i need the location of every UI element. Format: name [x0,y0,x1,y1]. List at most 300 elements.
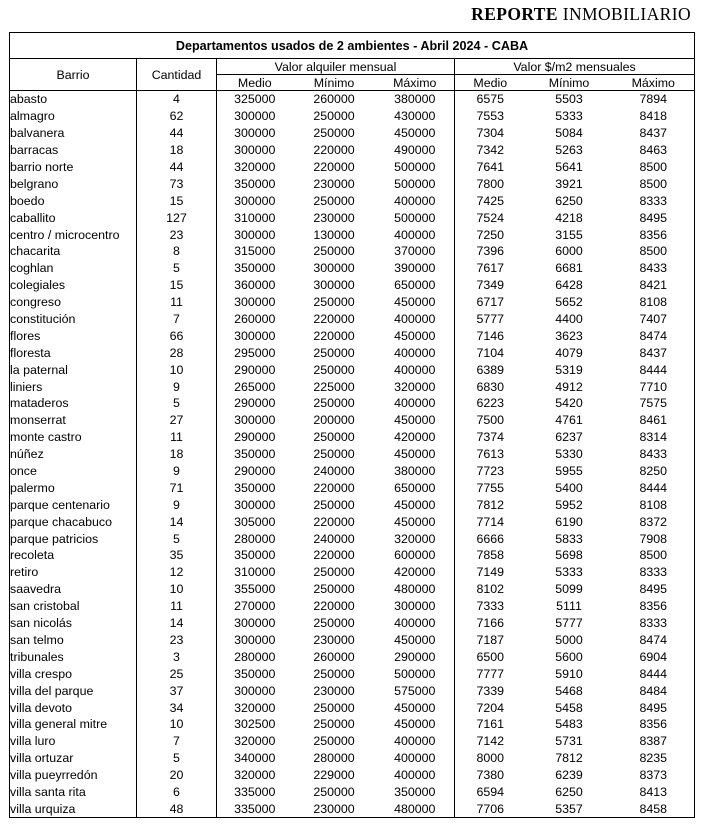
cell-m2-medio: 8000 [476,751,505,766]
cell-m2-medio: 6830 [476,379,505,394]
cell-m2-medio: 7342 [476,143,505,158]
cell-m2-maximo: 8495 [613,209,695,226]
cell-alquiler-minimo: 230000 [313,632,355,647]
cell-barrio: villa general mitre [10,716,137,733]
cell-m2-maximo: 8444 [613,479,695,496]
cell-cantidad: 127 [137,209,217,226]
cell-alquiler-medio: 350000 [234,480,276,495]
table-row [10,294,695,311]
cell-alquiler-maximo: 420000 [376,429,455,446]
cell-barrio: boedo [10,192,137,209]
table-row [10,412,695,429]
cell-cantidad: 12 [137,564,217,581]
cell-barrio: tribunales [10,648,137,665]
cell-alquiler-medio: 300000 [234,497,276,512]
cell-barrio: san nicolás [10,615,137,632]
cell-m2-minimo: 6000 [555,244,583,259]
cell-m2-medio: 7800 [476,176,505,191]
cell-m2-maximo: 8333 [613,615,695,632]
cell-cantidad: 11 [137,598,217,615]
cell-cantidad: 18 [137,446,217,463]
header-m2-maximo: Máximo [613,75,695,91]
cell-alquiler-maximo: 400000 [376,733,455,750]
table-row [10,429,695,446]
cell-m2-minimo: 5652 [555,295,583,310]
cell-alquiler-minimo: 250000 [313,447,355,462]
cell-alquiler-medio: 335000 [217,800,293,817]
cell-cantidad: 4 [137,91,217,108]
table-row [10,733,695,750]
cell-alquiler-medio: 325000 [234,92,276,107]
table-row [10,311,695,328]
table-row [10,581,695,598]
cell-alquiler-maximo: 450000 [376,327,455,344]
table-row [10,463,695,480]
cell-m2-maximo: 8484 [613,682,695,699]
cell-alquiler-medio: 335000 [234,784,276,799]
cell-alquiler-maximo: 450000 [376,632,455,649]
cell-m2-medio: 7714 [476,514,505,529]
cell-cantidad: 44 [137,159,217,176]
cell-alquiler-maximo: 500000 [376,159,455,176]
cell-alquiler-maximo: 500000 [376,175,455,192]
table-row [10,192,695,209]
cell-m2-minimo: 5777 [555,616,583,631]
cell-alquiler-maximo: 300000 [376,598,455,615]
cell-alquiler-medio: 315000 [234,244,276,259]
cell-m2-maximo: 8433 [613,260,695,277]
cell-alquiler-minimo: 250000 [313,666,355,681]
table-row [10,226,695,243]
cell-m2-medio: 7613 [476,447,505,462]
cell-alquiler-maximo: 400000 [376,311,455,328]
cell-m2-medio: 7339 [476,683,505,698]
table-row [10,142,695,159]
cell-m2-minimo: 3921 [555,176,583,191]
cell-alquiler-maximo: 420000 [376,564,455,581]
cell-alquiler-maximo: 600000 [376,547,455,564]
cell-alquiler-medio: 300000 [234,632,276,647]
cell-barrio: belgrano [10,175,137,192]
table-row [10,530,695,547]
cell-alquiler-medio: 320000 [234,160,276,174]
cell-cantidad: 15 [137,192,217,209]
cell-alquiler-minimo: 250000 [313,565,355,580]
cell-alquiler-medio: 310000 [234,565,276,580]
cell-alquiler-medio: 260000 [234,312,276,327]
cell-alquiler-minimo: 250000 [313,126,355,141]
cell-cantidad: 14 [137,615,217,632]
cell-m2-minimo: 6237 [555,430,583,445]
cell-m2-minimo: 6239 [555,768,583,783]
cell-m2-medio: 7333 [476,599,505,614]
table-row [10,682,695,699]
table-row [10,378,695,395]
cell-alquiler-minimo: 225000 [313,379,355,394]
cell-alquiler-medio: 300000 [234,413,276,428]
cell-cantidad: 34 [137,699,217,716]
cell-barrio: flores [10,327,137,344]
header-alquiler-medio: Medio [217,75,293,91]
cell-m2-maximo: 8495 [613,581,695,598]
cell-alquiler-minimo: 230000 [313,683,355,698]
cell-cantidad: 62 [137,108,217,125]
cell-m2-minimo: 5330 [555,447,583,462]
cell-cantidad: 11 [137,429,217,446]
cell-m2-maximo: 8500 [613,243,695,260]
cell-alquiler-maximo: 400000 [376,226,455,243]
table-row [10,243,695,260]
cell-alquiler-minimo: 220000 [313,328,355,343]
cell-m2-medio: 7553 [476,109,505,124]
cell-cantidad: 73 [137,175,217,192]
cell-m2-medio: 7641 [476,160,505,174]
cell-alquiler-minimo: 250000 [313,784,355,799]
cell-cantidad: 11 [137,294,217,311]
header-m2-minimo: Mínimo [526,75,613,91]
cell-m2-minimo: 5641 [555,160,583,174]
cell-m2-minimo: 5400 [555,480,583,495]
cell-alquiler-maximo: 500000 [376,665,455,682]
cell-alquiler-minimo: 250000 [313,193,355,208]
table-row [10,547,695,564]
cell-m2-minimo: 5468 [555,683,583,698]
cell-barrio: villa luro [10,733,137,750]
cell-barrio: villa crespo [10,665,137,682]
cell-alquiler-medio: 350000 [234,261,276,276]
table-row [10,598,695,615]
cell-cantidad: 71 [137,479,217,496]
cell-m2-maximo: 7407 [613,311,695,328]
cell-m2-medio: 7812 [476,497,505,512]
cell-alquiler-medio: 302500 [234,717,276,732]
cell-cantidad: 5 [137,260,217,277]
cell-alquiler-minimo: 250000 [313,582,355,597]
cell-m2-minimo: 5458 [555,700,583,715]
cell-m2-minimo: 6681 [555,261,583,276]
cell-cantidad: 20 [137,767,217,784]
cell-barrio: abasto [10,91,137,108]
cell-barrio: centro / microcentro [10,226,137,243]
cell-barrio: san cristobal [10,598,137,615]
cell-cantidad: 6 [137,784,217,801]
cell-alquiler-medio: 355000 [234,582,276,597]
cell-m2-maximo: 8356 [613,716,695,733]
cell-m2-maximo: 8458 [613,800,695,817]
cell-m2-minimo: 5833 [555,531,583,546]
cell-alquiler-maximo: 390000 [376,260,455,277]
cell-alquiler-medio: 320000 [234,768,276,783]
table-row [10,260,695,277]
cell-barrio: floresta [10,344,137,361]
header-alquiler-group: Valor alquiler mensual [217,59,455,75]
cell-m2-maximo: 8437 [613,125,695,142]
cell-cantidad: 15 [137,277,217,294]
cell-alquiler-minimo: 229000 [313,768,355,783]
cell-cantidad: 37 [137,682,217,699]
cell-alquiler-maximo: 575000 [376,682,455,699]
cell-alquiler-minimo: 230000 [313,176,355,191]
cell-barrio: almagro [10,108,137,125]
table-row [10,767,695,784]
cell-m2-maximo: 8372 [613,513,695,530]
cell-alquiler-medio: 300000 [234,126,276,141]
table-row [10,395,695,412]
cell-m2-medio: 7250 [476,227,505,242]
cell-cantidad: 9 [137,496,217,513]
cell-alquiler-medio: 305000 [234,514,276,529]
cell-alquiler-medio: 320000 [234,734,276,749]
cell-barrio: barrio norte [10,159,137,176]
header-alquiler-maximo: Máximo [376,75,455,91]
cell-m2-minimo: 5084 [555,126,583,141]
cell-m2-medio: 7858 [476,548,505,563]
cell-alquiler-maximo: 320000 [376,530,455,547]
cell-barrio: villa pueyrredón [10,767,137,784]
cell-barrio: parque chacabuco [10,513,137,530]
cell-m2-maximo: 8235 [613,750,695,767]
cell-m2-minimo: 4218 [555,210,583,225]
cell-alquiler-minimo: 240000 [313,464,355,479]
cell-m2-medio: 7380 [476,768,505,783]
cell-alquiler-medio: 350000 [234,548,276,563]
cell-alquiler-medio: 350000 [234,447,276,462]
cell-m2-maximo: 8500 [613,175,695,192]
brand-part-2: INMOBILIARIO [562,4,691,24]
cell-m2-medio: 7149 [476,565,505,580]
cell-barrio: núñez [10,446,137,463]
cell-barrio: once [10,463,137,480]
header-m2-group: Valor $/m2 mensuales [455,59,695,75]
cell-m2-medio: 7374 [476,430,505,445]
cell-alquiler-medio: 295000 [234,345,276,360]
cell-m2-minimo: 5955 [555,464,583,479]
cell-m2-maximo: 8314 [613,429,695,446]
cell-m2-maximo: 8356 [613,598,695,615]
cell-barrio: villa ortuzar [10,750,137,767]
cell-m2-maximo: 7894 [613,91,695,108]
cell-alquiler-minimo: 220000 [313,514,355,529]
cell-cantidad: 8 [137,243,217,260]
cell-m2-minimo: 4400 [555,312,583,327]
cell-alquiler-medio: 350000 [234,666,276,681]
cell-alquiler-medio: 300000 [234,227,276,242]
table-row [10,716,695,733]
cell-alquiler-minimo: 300000 [313,261,355,276]
cell-m2-medio: 6500 [476,649,505,664]
cell-alquiler-minimo: 220000 [313,548,355,563]
cell-m2-medio: 7706 [455,800,526,817]
cell-m2-maximo: 8108 [613,294,695,311]
cell-m2-medio: 7161 [476,717,505,732]
cell-m2-medio: 7617 [476,261,505,276]
cell-alquiler-minimo: 250000 [313,497,355,512]
cell-m2-maximo: 8356 [613,226,695,243]
header-alquiler-minimo: Mínimo [293,75,376,91]
cell-alquiler-maximo: 400000 [376,192,455,209]
cell-m2-maximo: 8500 [613,159,695,176]
cell-m2-medio: 7304 [476,126,505,141]
table-row [10,750,695,767]
cell-barrio: parque centenario [10,496,137,513]
cell-cantidad: 35 [137,547,217,564]
cell-alquiler-maximo: 450000 [376,125,455,142]
cell-barrio: monserrat [10,412,137,429]
table-body [10,91,695,818]
cell-cantidad: 5 [137,395,217,412]
cell-alquiler-medio: 290000 [234,362,276,377]
table-row [10,615,695,632]
cell-alquiler-minimo: 250000 [313,717,355,732]
cell-alquiler-maximo: 450000 [376,496,455,513]
cell-alquiler-minimo: 250000 [313,362,355,377]
cell-m2-minimo: 4079 [555,345,583,360]
cell-m2-minimo: 5420 [555,396,583,411]
table-row [10,446,695,463]
cell-alquiler-maximo: 400000 [376,361,455,378]
cell-barrio: colegiales [10,277,137,294]
table-row [10,159,695,176]
cell-m2-medio: 6666 [476,531,505,546]
cell-m2-medio: 7204 [476,700,505,715]
cell-alquiler-medio: 300000 [234,328,276,343]
cell-alquiler-medio: 265000 [234,379,276,394]
cell-alquiler-maximo: 450000 [376,699,455,716]
cell-alquiler-minimo: 220000 [313,599,355,614]
cell-m2-maximo: 8461 [613,412,695,429]
cell-m2-maximo: 8373 [613,767,695,784]
cell-barrio: recoleta [10,547,137,564]
cell-m2-minimo: 4912 [555,379,583,394]
cell-m2-medio: 8102 [476,582,505,597]
cell-m2-minimo: 5000 [555,632,583,647]
cell-m2-maximo: 8495 [613,699,695,716]
cell-m2-medio: 7146 [476,328,505,343]
cell-alquiler-maximo: 400000 [376,615,455,632]
cell-m2-maximo: 8444 [613,665,695,682]
header-barrio: Barrio [10,59,137,91]
cell-alquiler-maximo: 450000 [376,446,455,463]
cell-barrio: villa urquiza [10,800,137,817]
table-row [10,699,695,716]
cell-m2-maximo: 8387 [613,733,695,750]
cell-m2-minimo: 7812 [555,751,583,766]
cell-m2-minimo: 5910 [555,666,583,681]
cell-cantidad: 10 [137,361,217,378]
table-row [10,784,695,801]
cell-alquiler-minimo: 200000 [313,413,355,428]
table-row [10,344,695,361]
cell-cantidad: 3 [137,648,217,665]
cell-m2-medio: 7142 [476,734,505,749]
cell-alquiler-minimo: 250000 [313,734,355,749]
cell-m2-maximo: 8421 [613,277,695,294]
cell-m2-minimo: 5111 [556,599,582,614]
cell-m2-maximo: 8463 [613,142,695,159]
cell-alquiler-minimo: 260000 [313,649,355,664]
table-title: Departamentos usados de 2 ambientes - Abril 2024 - CABA [10,33,695,59]
cell-cantidad: 7 [137,733,217,750]
cell-alquiler-maximo: 320000 [376,378,455,395]
cell-alquiler-minimo: 280000 [313,751,355,766]
header-m2-medio: Medio [455,75,526,91]
cell-alquiler-maximo: 650000 [376,277,455,294]
cell-m2-medio: 7723 [476,464,505,479]
cell-alquiler-minimo: 250000 [313,430,355,445]
cell-alquiler-minimo: 250000 [313,345,355,360]
cell-m2-medio: 6575 [476,92,505,107]
cell-alquiler-medio: 300000 [234,295,276,310]
cell-m2-maximo: 8250 [613,463,695,480]
table-row [10,632,695,649]
cell-alquiler-medio: 320000 [234,700,276,715]
cell-cantidad: 9 [137,463,217,480]
cell-alquiler-maximo: 450000 [376,412,455,429]
cell-alquiler-minimo: 250000 [313,396,355,411]
cell-barrio: palermo [10,479,137,496]
cell-m2-maximo: 8500 [613,547,695,564]
cell-m2-maximo: 6904 [613,648,695,665]
cell-alquiler-minimo: 250000 [313,244,355,259]
cell-barrio: barracas [10,142,137,159]
cell-alquiler-medio: 290000 [234,464,276,479]
cell-alquiler-medio: 270000 [234,599,276,614]
cell-cantidad: 7 [137,311,217,328]
cell-alquiler-minimo: 220000 [313,143,355,158]
cell-m2-maximo: 8444 [613,361,695,378]
cell-alquiler-medio: 300000 [234,683,276,698]
cell-alquiler-medio: 280000 [234,649,276,664]
cell-alquiler-maximo: 290000 [376,648,455,665]
cell-m2-medio: 7349 [476,278,505,293]
cell-cantidad: 27 [137,412,217,429]
cell-alquiler-minimo: 220000 [313,312,355,327]
table-row [10,564,695,581]
cell-alquiler-minimo: 300000 [313,278,355,293]
table-row [10,513,695,530]
cell-m2-maximo: 8333 [613,192,695,209]
cell-barrio: parque patricios [10,530,137,547]
cell-m2-maximo: 8474 [613,632,695,649]
table-row [10,209,695,226]
cell-barrio: caballito [10,209,137,226]
cell-m2-minimo: 3155 [555,227,583,242]
cell-alquiler-maximo: 400000 [376,750,455,767]
cell-alquiler-minimo: 230000 [313,210,355,225]
table-row [10,91,695,108]
table-row [10,108,695,125]
cell-m2-maximo: 8333 [613,564,695,581]
cell-m2-minimo: 5333 [555,109,583,124]
cell-alquiler-minimo: 220000 [313,160,355,174]
cell-alquiler-maximo: 490000 [376,142,455,159]
table-row [10,496,695,513]
cell-alquiler-maximo: 370000 [376,243,455,260]
cell-barrio: villa devoto [10,699,137,716]
table-row [10,800,695,817]
cell-alquiler-medio: 340000 [234,751,276,766]
cell-barrio: monte castro [10,429,137,446]
cell-alquiler-minimo: 240000 [313,531,355,546]
cell-cantidad: 23 [137,632,217,649]
cell-alquiler-medio: 350000 [234,176,276,191]
cell-barrio: coghlan [10,260,137,277]
cell-alquiler-maximo: 650000 [376,479,455,496]
cell-m2-minimo: 6250 [555,193,583,208]
cell-m2-minimo: 5952 [555,497,583,512]
cell-cantidad: 10 [137,716,217,733]
table-row [10,327,695,344]
